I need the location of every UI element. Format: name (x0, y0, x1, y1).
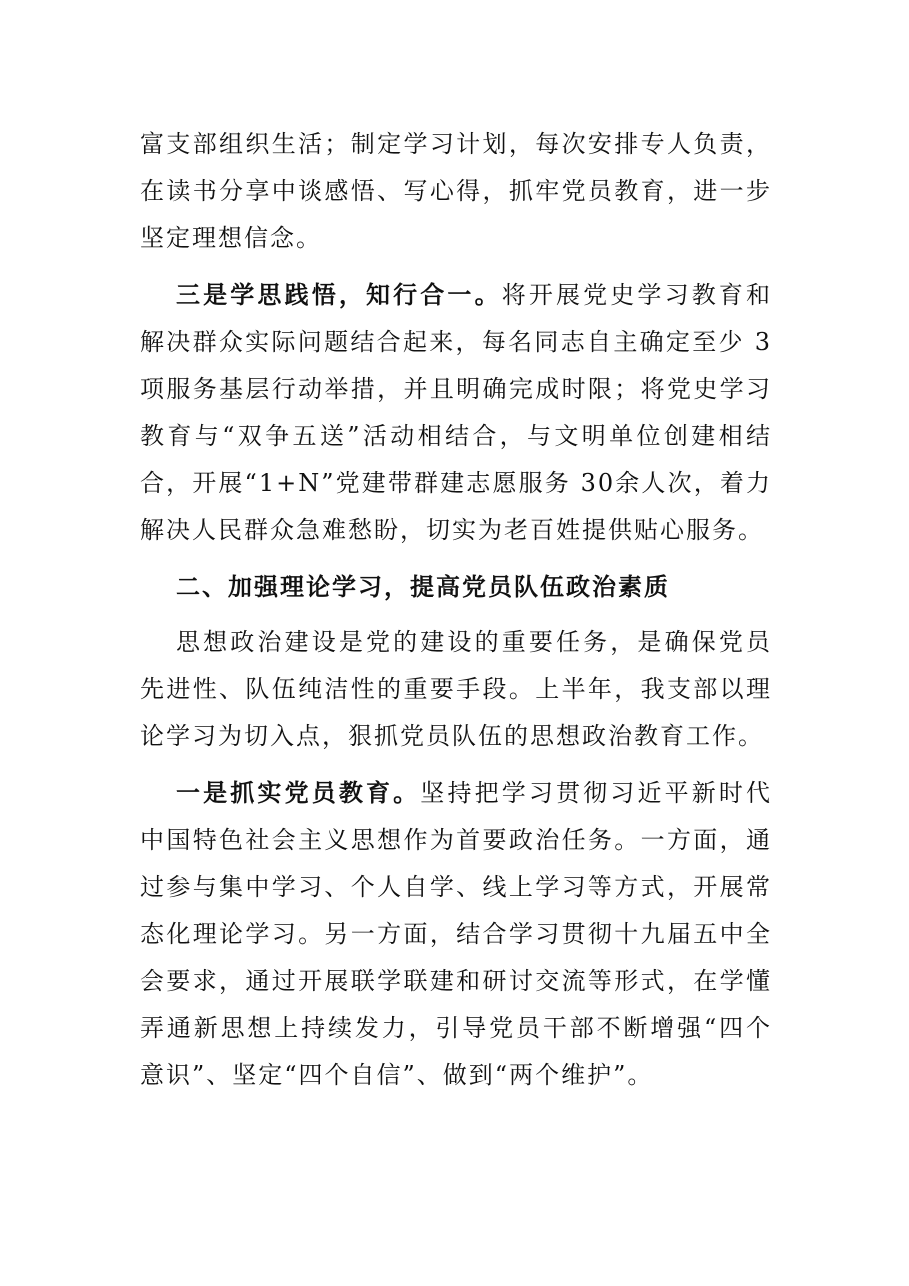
paragraph-continuation (140, 121, 772, 262)
document-body (140, 121, 772, 1099)
paragraph-lead-bold: 一是抓实党员教育。 (176, 778, 421, 807)
paragraph-political-building (140, 619, 772, 760)
paragraph-text: 坚持把学习贯彻习近平新时代中国特色社会主义思想作为首要政治任务。一方面，通过参与集中学习、个人自学、线上学习等方式，开展常态化理论学习。另一方面，结合学习贯彻十九届五中全会要求，通过开展联学联建和研讨交流等形式，在学懂弄通新思想上持续发力，引导党员干部不断增强“四个意识”、坚定“四个自信”、做到“两个维护”。 (140, 779, 773, 1089)
paragraph-text: 思想政治建设是党的建设的重要任务，是确保党员先进性、队伍纯洁性的重要手段。上半年，我支部以理论学习为切入点，狠抓党员队伍的思想政治教育工作。 (140, 628, 772, 750)
paragraph-text: 富支部组织生活；制定学习计划，每次安排专人负责，在读书分享中谈感悟、写心得，抓牢党员教育，进一步坚定理想信念。 (140, 130, 772, 252)
section-heading-text: 二、加强理论学习，提高党员队伍政治素质 (176, 572, 670, 601)
paragraph-learning-practice (140, 271, 772, 554)
section-heading (140, 563, 772, 610)
paragraph-lead-bold: 三是学思践悟，知行合一。 (176, 280, 502, 309)
paragraph-text: 将开展党史学习教育和解决群众实际问题结合起来，每名同志自主确定至少 3项服务基层行动举措，并且明确完成时限；将党史学习教育与“双争五送”活动相结合，与文明单位创建相结合，开展“1+N”党建带群建志愿服务 30余人次，着力解决人民群众急难愁盼，切实为老百姓提供贴心服务。 (140, 281, 773, 544)
paragraph-member-education (140, 769, 772, 1099)
